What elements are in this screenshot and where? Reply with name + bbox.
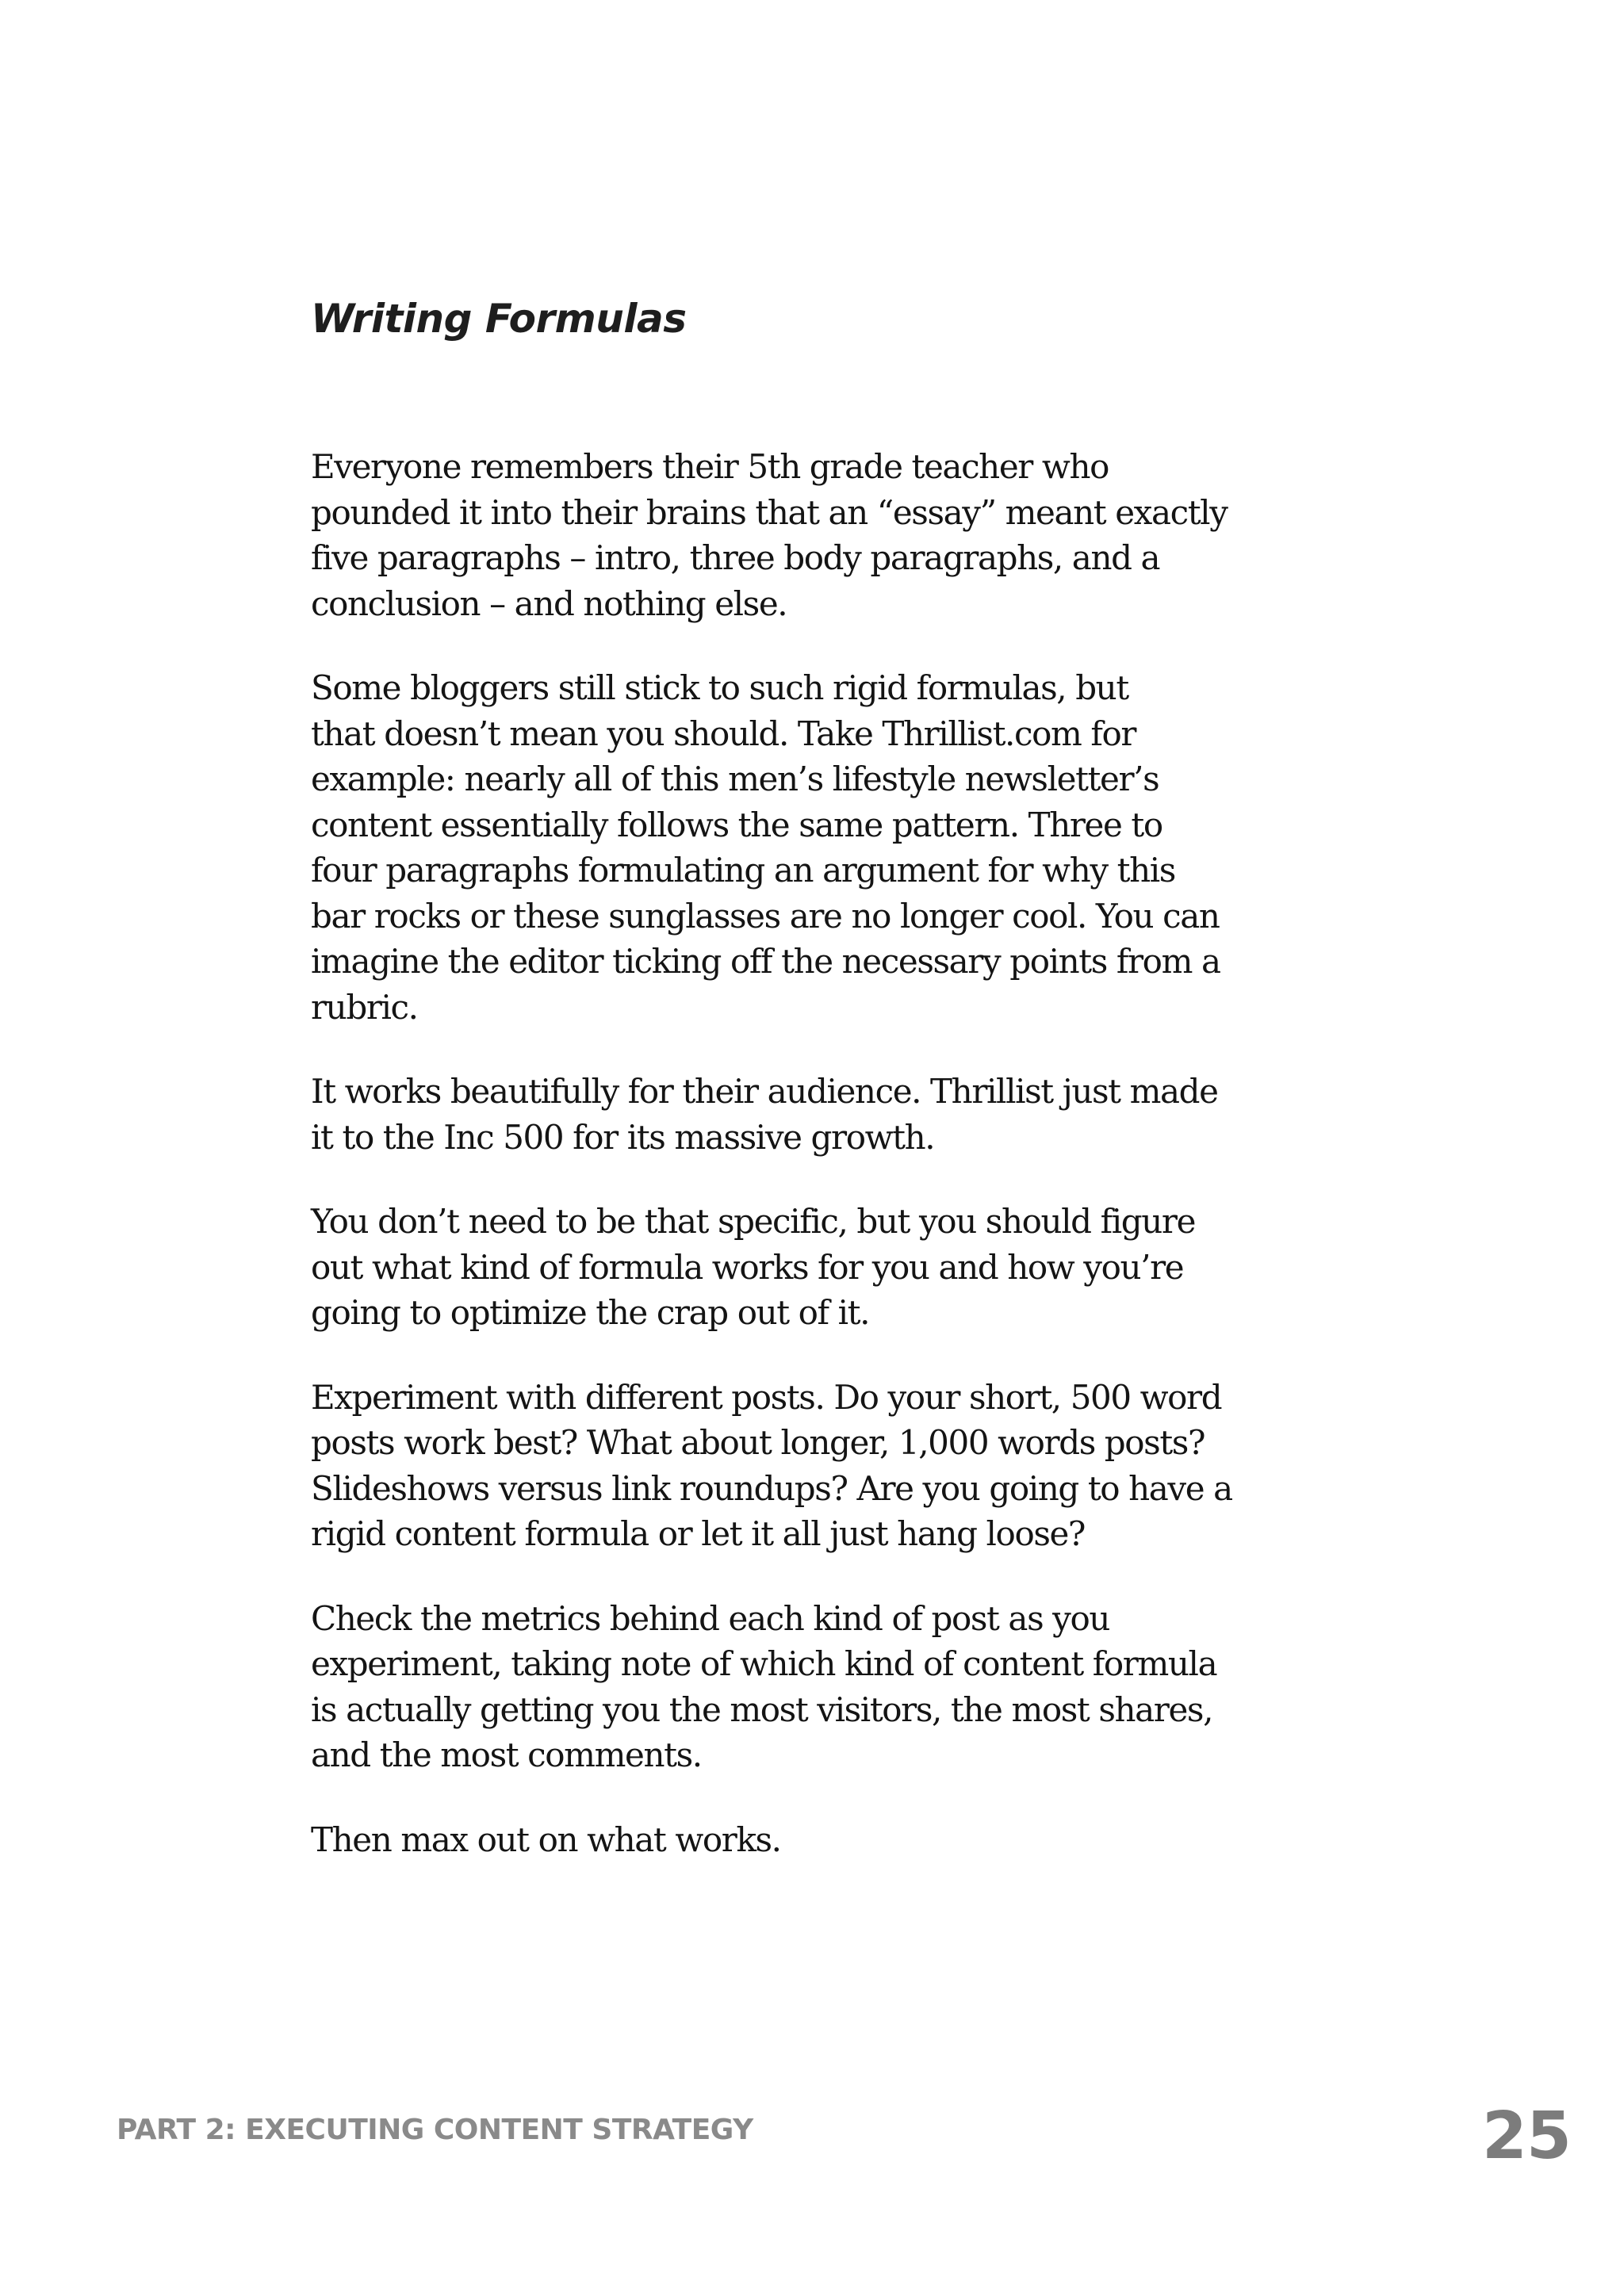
text-line: it to the Inc 500 for its massive growth. <box>311 1117 935 1157</box>
text-line: Some bloggers still stick to such rigid formulas, but <box>311 668 1128 707</box>
text-line: Experiment with different posts. Do your short, 500 word <box>311 1377 1222 1417</box>
text-line: experiment, taking note of which kind of content formula <box>311 1644 1217 1683</box>
section-heading: Writing Formulas <box>311 296 687 342</box>
text-line: Slideshows versus link roundups? Are you going to have a <box>311 1468 1232 1508</box>
paragraph <box>311 1817 1310 1863</box>
text-line: going to optimize the crap out of it. <box>311 1293 870 1332</box>
text-line: content essentially follows the same pattern. Three to <box>311 805 1162 844</box>
text-line: Check the metrics behind each kind of post as you <box>311 1598 1110 1638</box>
text-line: example: nearly all of this men’s lifestyle newsletter’s <box>311 760 1159 798</box>
text-line: that doesn’t mean you should. Take Thrillist.com for <box>311 714 1136 753</box>
paragraph <box>311 1069 1310 1160</box>
paragraph <box>311 444 1310 626</box>
text-line: and the most comments. <box>311 1735 702 1774</box>
paragraph <box>311 1375 1310 1557</box>
text-line: rigid content formula or let it all just hang loose? <box>311 1514 1086 1553</box>
text-line: pounded it into their brains that an “essay” meant exactly <box>311 492 1228 532</box>
text-line: is actually getting you the most visitors, the most shares, <box>311 1689 1213 1729</box>
text-line: You don’t need to be that specific, but you should figure <box>311 1202 1196 1241</box>
text-line: out what kind of formula works for you and how you’re <box>311 1247 1184 1287</box>
text-line: Then max out on what works. <box>311 1820 781 1859</box>
text-line: five paragraphs – intro, three body paragraphs, and a <box>311 538 1160 577</box>
body-text <box>311 444 1310 1901</box>
paragraph <box>311 665 1310 1030</box>
text-line: imagine the editor ticking off the necessary points from a <box>311 942 1220 981</box>
paragraph <box>311 1199 1310 1336</box>
footer-section-title: PART 2: EXECUTING CONTENT STRATEGY <box>117 2114 753 2146</box>
text-line: bar rocks or these sunglasses are no longer cool. You can <box>311 896 1220 936</box>
text-line: Everyone remembers their 5th grade teacher who <box>311 447 1109 486</box>
paragraph <box>311 1596 1310 1778</box>
text-line: rubric. <box>311 987 418 1027</box>
text-line: four paragraphs formulating an argument for why this <box>311 851 1175 890</box>
page-number: 25 <box>1481 2099 1571 2174</box>
text-line: conclusion – and nothing else. <box>311 584 787 623</box>
text-line: posts work best? What about longer, 1,000 words posts? <box>311 1423 1205 1462</box>
text-line: It works beautifully for their audience. Thrillist just made <box>311 1072 1218 1111</box>
